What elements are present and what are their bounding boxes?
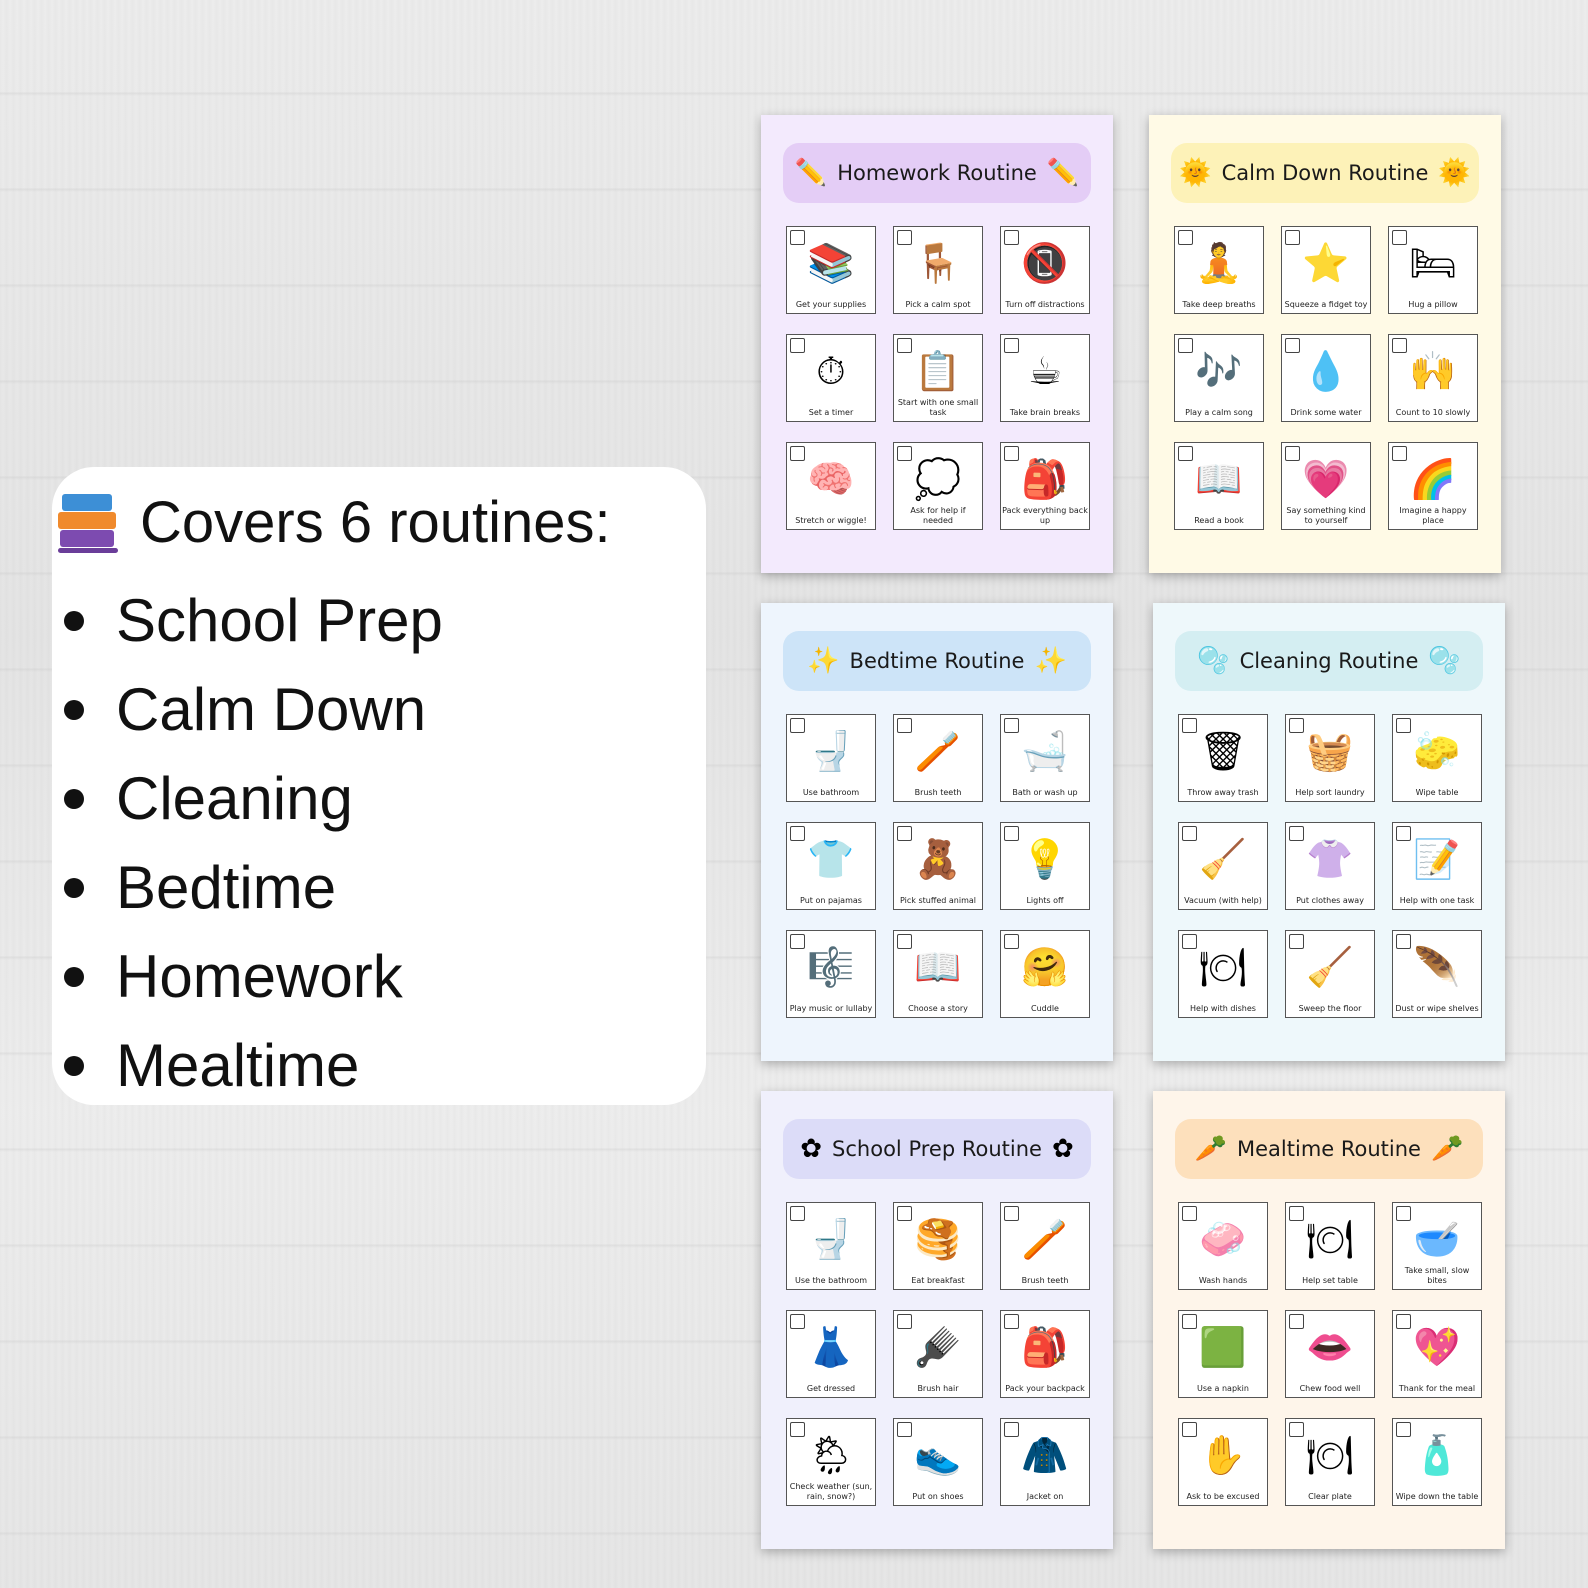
step-label: Wipe down the table: [1395, 1492, 1479, 1501]
step-label: Ask to be excused: [1186, 1492, 1260, 1501]
routine-step-tile: [786, 442, 876, 530]
card-header: [783, 631, 1091, 691]
routine-step-tile: [786, 226, 876, 314]
routine-grid: [786, 226, 1092, 530]
step-checkbox[interactable]: [1182, 1314, 1197, 1329]
routine-step-tile: [1178, 1202, 1268, 1290]
step-label: Sweep the floor: [1298, 1004, 1362, 1013]
step-checkbox[interactable]: [790, 1314, 805, 1329]
routine-step-tile: [1174, 442, 1264, 530]
bubbles-icon: 🫧: [1428, 646, 1461, 676]
books-icon: [58, 492, 120, 554]
sun-icon: 🌞: [1179, 158, 1212, 188]
fidget-star-icon: ⭐: [1302, 241, 1350, 285]
step-checkbox[interactable]: [1004, 826, 1019, 841]
routine-step-tile: [1000, 714, 1090, 802]
books-apple-icon: 📚: [807, 241, 855, 285]
routine-step-tile: [1178, 930, 1268, 1018]
calm-down-routine-card: [1149, 115, 1501, 573]
card-header: [1175, 631, 1483, 691]
pajamas-icon: 👕: [807, 837, 855, 881]
step-label: Lights off: [1026, 896, 1064, 905]
step-checkbox[interactable]: [1178, 446, 1193, 461]
spray-cleaning-icon: 🧴: [1413, 1433, 1461, 1477]
heart-hug-icon: 💗: [1302, 457, 1350, 501]
bullet-icon: [64, 700, 84, 720]
routine-list-item: Bedtime: [58, 843, 443, 932]
bullet-icon: [64, 878, 84, 898]
step-checkbox[interactable]: [1396, 718, 1411, 733]
routine-step-tile: [1281, 226, 1371, 314]
mouth-icon: 👄: [1306, 1325, 1354, 1369]
folded-clothes-icon: 👚: [1306, 837, 1354, 881]
routine-step-tile: [1285, 1418, 1375, 1506]
step-label: Bath or wash up: [1012, 788, 1078, 797]
step-checkbox[interactable]: [1396, 1422, 1411, 1437]
step-checkbox[interactable]: [1289, 934, 1304, 949]
stars-icon: ✨: [807, 646, 840, 676]
step-label: Get your supplies: [795, 300, 867, 309]
step-label: Help with dishes: [1190, 1004, 1256, 1013]
step-label: Brush teeth: [914, 788, 962, 797]
routine-list-item: Mealtime: [58, 1021, 443, 1110]
step-label: Choose a story: [908, 1004, 968, 1013]
routine-step-tile: [1285, 930, 1375, 1018]
step-label: Set a timer: [808, 408, 854, 417]
routine-step-tile: [893, 1310, 983, 1398]
homework-routine-card: [761, 115, 1113, 573]
raised-hand-icon: ✋: [1199, 1433, 1247, 1477]
card-title: Bedtime Routine: [849, 649, 1025, 673]
stacked-dishes-icon: 🍽: [1198, 945, 1248, 989]
flowers-icon: ✿: [800, 1134, 823, 1164]
routine-step-tile: [1178, 1418, 1268, 1506]
routine-step-tile: [1000, 334, 1090, 422]
step-label: Read a book: [1194, 516, 1244, 525]
step-label: Start with one small task: [897, 398, 979, 417]
routine-step-tile: [1285, 1310, 1375, 1398]
step-checkbox[interactable]: [1004, 1314, 1019, 1329]
routine-step-tile: [1174, 334, 1264, 422]
routine-step-tile: [1285, 822, 1375, 910]
step-checkbox[interactable]: [1004, 1206, 1019, 1221]
backpack-icon: 🎒: [1021, 1325, 1069, 1369]
step-label: Squeeze a fidget toy: [1284, 300, 1368, 309]
routine-step-tile: [1285, 1202, 1375, 1290]
routine-step-tile: [1392, 714, 1482, 802]
card-title: Homework Routine: [837, 161, 1037, 185]
step-checkbox[interactable]: [897, 1314, 912, 1329]
step-label: Imagine a happy place: [1399, 506, 1467, 525]
music-notes-icon: 🎶: [1195, 349, 1243, 393]
toothbrush-icon: 🪥: [914, 729, 962, 773]
routine-grid: [1174, 226, 1480, 530]
routine-step-tile: [1000, 1310, 1090, 1398]
card-title: Calm Down Routine: [1221, 161, 1429, 185]
bullet-icon: [64, 789, 84, 809]
step-checkbox[interactable]: [1392, 338, 1407, 353]
routine-list-item: School Prep: [58, 576, 443, 665]
routine-step-tile: [1178, 822, 1268, 910]
step-label: Turn off distractions: [1005, 300, 1085, 309]
carrying-plates-icon: 🍽: [1305, 1433, 1355, 1477]
pancakes-icon: 🥞: [914, 1217, 962, 1261]
step-checkbox[interactable]: [1182, 718, 1197, 733]
step-label: Ask for help if needed: [910, 506, 966, 525]
routine-step-tile: [1000, 1418, 1090, 1506]
step-label: Dust or wipe shelves: [1395, 1004, 1479, 1013]
carrot-icon: 🥕: [1194, 1134, 1228, 1164]
routine-step-tile: [786, 1202, 876, 1290]
card-title: Cleaning Routine: [1239, 649, 1419, 673]
routine-step-tile: [1178, 1310, 1268, 1398]
routine-step-tile: [1178, 714, 1268, 802]
step-label: Pack everything back up: [1002, 506, 1088, 525]
routine-list: [58, 576, 443, 1110]
step-checkbox[interactable]: [1396, 934, 1411, 949]
bullet-icon: [64, 611, 84, 631]
card-header: [1175, 1119, 1483, 1179]
step-checkbox[interactable]: [1289, 1206, 1304, 1221]
step-checkbox[interactable]: [1285, 230, 1300, 245]
step-label: Stretch or wiggle!: [795, 516, 867, 525]
step-checkbox[interactable]: [1004, 934, 1019, 949]
routine-grid: [786, 714, 1092, 1018]
uniform-icon: 👗: [807, 1325, 855, 1369]
step-checkbox[interactable]: [897, 826, 912, 841]
jacket-icon: 🧥: [1021, 1433, 1069, 1477]
storybook-icon: 📖: [914, 945, 962, 989]
step-label: Count to 10 slowly: [1395, 408, 1471, 417]
step-label: Play music or lullaby: [789, 1004, 873, 1013]
step-label: Pick a calm spot: [905, 300, 971, 309]
step-checkbox[interactable]: [1182, 826, 1197, 841]
step-checkbox[interactable]: [1178, 230, 1193, 245]
routine-step-tile: [1174, 226, 1264, 314]
step-label: Use bathroom: [802, 788, 860, 797]
routine-step-tile: [893, 226, 983, 314]
step-label: Wipe table: [1415, 788, 1459, 797]
counting-hands-icon: 🙌: [1409, 349, 1457, 393]
routine-step-tile: [893, 1202, 983, 1290]
step-label: Vacuum (with help): [1184, 896, 1262, 905]
step-label: Pack your backpack: [1005, 1384, 1085, 1393]
routine-step-tile: [786, 822, 876, 910]
routine-list-item: Homework: [58, 932, 443, 1021]
step-checkbox[interactable]: [790, 446, 805, 461]
step-checkbox[interactable]: [1289, 1422, 1304, 1437]
wiping-hands-icon: 🧽: [1413, 729, 1461, 773]
vacuum-icon: 🧹: [1199, 837, 1247, 881]
bullet-icon: [64, 967, 84, 987]
step-checkbox[interactable]: [897, 338, 912, 353]
reading-nook-icon: 🪑: [914, 241, 962, 285]
carrot-icon: 🥕: [1430, 1134, 1464, 1164]
routine-step-tile: [1000, 226, 1090, 314]
step-checkbox[interactable]: [1004, 230, 1019, 245]
bathtub-icon: 🛁: [1021, 729, 1069, 773]
routine-step-tile: [893, 822, 983, 910]
card-title: School Prep Routine: [832, 1137, 1042, 1161]
routine-step-tile: [893, 714, 983, 802]
water-drop-icon: 💧: [1302, 349, 1350, 393]
step-label: Use a napkin: [1197, 1384, 1249, 1393]
routine-step-tile: [1392, 1202, 1482, 1290]
step-checkbox[interactable]: [1392, 446, 1407, 461]
stretching-brain-icon: 🧠: [807, 457, 855, 501]
card-header: [1171, 143, 1479, 203]
step-label: Eat breakfast: [911, 1276, 965, 1285]
routine-step-tile: [1392, 930, 1482, 1018]
step-label: Thank for the meal: [1398, 1384, 1476, 1393]
routine-step-tile: [893, 334, 983, 422]
step-label: Jacket on: [1026, 1492, 1064, 1501]
step-label: Help sort laundry: [1295, 788, 1365, 797]
rainbow-sun-icon: 🌈: [1409, 457, 1457, 501]
step-label: Get dressed: [806, 1384, 856, 1393]
step-label: Pick stuffed animal: [900, 896, 976, 905]
step-checkbox[interactable]: [1004, 1422, 1019, 1437]
step-checkbox[interactable]: [790, 230, 805, 245]
thank-you-heart-icon: 💖: [1413, 1325, 1461, 1369]
step-label: Put on pajamas: [800, 896, 862, 905]
broom-icon: 🧹: [1306, 945, 1354, 989]
lullaby-notes-icon: 🎼: [807, 945, 855, 989]
pencil-icon: ✏️: [1046, 158, 1080, 188]
step-label: Hug a pillow: [1408, 300, 1458, 309]
muted-phone-icon: 📵: [1021, 241, 1069, 285]
trash-can-icon: 🗑: [1198, 729, 1248, 773]
routine-step-tile: [893, 1418, 983, 1506]
routine-step-tile: [786, 1418, 876, 1506]
covers-heading: [58, 488, 611, 558]
step-label: Wash hands: [1198, 1276, 1248, 1285]
checklist-icon: 📋: [914, 349, 962, 393]
step-checkbox[interactable]: [1182, 1206, 1197, 1221]
routine-step-tile: [786, 714, 876, 802]
weather-icon: 🌦: [806, 1433, 856, 1477]
step-checkbox[interactable]: [1289, 1314, 1304, 1329]
pencil-icon: ✏️: [794, 158, 828, 188]
step-checkbox[interactable]: [897, 718, 912, 733]
step-label: Take deep breaths: [1182, 300, 1256, 309]
bedtime-routine-card: [761, 603, 1113, 1061]
routine-step-tile: [1392, 822, 1482, 910]
routine-step-tile: [786, 1310, 876, 1398]
teddy-bear-icon: 🧸: [914, 837, 962, 881]
pillow-icon: 🛏: [1408, 241, 1458, 285]
covers-heading-text: Covers 6 routines:: [140, 490, 611, 555]
feather-duster-icon: 🪶: [1413, 945, 1461, 989]
step-checkbox[interactable]: [1182, 934, 1197, 949]
breathing-person-icon: 🧘: [1195, 241, 1243, 285]
step-checkbox[interactable]: [1396, 1206, 1411, 1221]
step-label: Help set table: [1302, 1276, 1358, 1285]
step-checkbox[interactable]: [790, 1422, 805, 1437]
step-checkbox[interactable]: [790, 934, 805, 949]
step-checkbox[interactable]: [790, 338, 805, 353]
bullet-icon: [64, 1056, 84, 1076]
routine-list-item: Calm Down: [58, 665, 443, 754]
routine-step-tile: [893, 930, 983, 1018]
routine-step-tile: [1281, 334, 1371, 422]
bubbles-icon: 🫧: [1197, 646, 1230, 676]
step-label: Play a calm song: [1185, 408, 1253, 417]
step-label: Clear plate: [1308, 1492, 1352, 1501]
routine-step-tile: [1000, 930, 1090, 1018]
routine-step-tile: [786, 930, 876, 1018]
step-label: Put on shoes: [912, 1492, 964, 1501]
step-checkbox[interactable]: [1178, 338, 1193, 353]
cleaning-routine-card: [1153, 603, 1505, 1061]
routine-list-item: Cleaning: [58, 754, 443, 843]
step-checkbox[interactable]: [897, 230, 912, 245]
step-checkbox[interactable]: [790, 826, 805, 841]
step-checkbox[interactable]: [1004, 718, 1019, 733]
step-label: Check weather (sun, rain, snow?): [789, 1482, 873, 1501]
routine-step-tile: [1388, 442, 1478, 530]
step-label: Say something kind to yourself: [1286, 506, 1366, 525]
step-checkbox[interactable]: [897, 1422, 912, 1437]
routine-step-tile: [1000, 822, 1090, 910]
card-header: [783, 1119, 1091, 1179]
brain-help-icon: 💭: [914, 457, 962, 501]
stars-icon: ✨: [1034, 646, 1067, 676]
task-clipboard-icon: 📝: [1413, 837, 1461, 881]
routine-step-tile: [893, 442, 983, 530]
step-checkbox[interactable]: [897, 934, 912, 949]
backpack-icon: 🎒: [1021, 457, 1069, 501]
routine-step-tile: [1285, 714, 1375, 802]
take-a-break-mug-icon: ☕: [1027, 349, 1063, 393]
step-checkbox[interactable]: [897, 1206, 912, 1221]
cuddle-blanket-icon: 🤗: [1021, 945, 1069, 989]
routine-step-tile: [1392, 1418, 1482, 1506]
lamp-icon: 💡: [1021, 837, 1069, 881]
step-label: Brush teeth: [1021, 1276, 1069, 1285]
step-label: Brush hair: [917, 1384, 959, 1393]
routine-grid: [1178, 1202, 1484, 1506]
card-title: Mealtime Routine: [1237, 1137, 1421, 1161]
step-checkbox[interactable]: [1004, 446, 1019, 461]
routine-step-tile: [1000, 442, 1090, 530]
routine-step-tile: [1281, 442, 1371, 530]
sink-toilet-icon: 🚽: [807, 729, 855, 773]
step-checkbox[interactable]: [1396, 826, 1411, 841]
plate-utensils-icon: 🍽: [1305, 1217, 1355, 1261]
step-checkbox[interactable]: [1182, 1422, 1197, 1437]
step-checkbox[interactable]: [1289, 718, 1304, 733]
laundry-basket-icon: 🧺: [1306, 729, 1354, 773]
stopwatch-icon: ⏱: [816, 349, 846, 393]
routine-step-tile: [786, 334, 876, 422]
step-label: Take brain breaks: [1009, 408, 1081, 417]
school-prep-routine-card: [761, 1091, 1113, 1549]
step-checkbox[interactable]: [1285, 338, 1300, 353]
step-label: Take small, slow bites: [1404, 1266, 1470, 1285]
routine-step-tile: [1388, 226, 1478, 314]
sneakers-icon: 👟: [914, 1433, 962, 1477]
toothbrush-icon: 🪥: [1021, 1217, 1069, 1261]
routine-grid: [786, 1202, 1092, 1506]
step-checkbox[interactable]: [1392, 230, 1407, 245]
step-checkbox[interactable]: [790, 718, 805, 733]
mealtime-routine-card: [1153, 1091, 1505, 1549]
step-checkbox[interactable]: [790, 1206, 805, 1221]
sink-toilet-icon: 🚽: [807, 1217, 855, 1261]
step-checkbox[interactable]: [1289, 826, 1304, 841]
bowl-icon: 🥣: [1413, 1217, 1461, 1261]
step-label: Put clothes away: [1296, 896, 1364, 905]
step-label: Use the bathroom: [794, 1276, 868, 1285]
routine-grid: [1178, 714, 1484, 1018]
step-label: Help with one task: [1399, 896, 1475, 905]
flowers-icon: ✿: [1051, 1134, 1074, 1164]
step-label: Chew food well: [1299, 1384, 1361, 1393]
step-checkbox[interactable]: [1396, 1314, 1411, 1329]
routine-step-tile: [1392, 1310, 1482, 1398]
routine-step-tile: [1388, 334, 1478, 422]
card-header: [783, 143, 1091, 203]
step-checkbox[interactable]: [1285, 446, 1300, 461]
step-checkbox[interactable]: [897, 446, 912, 461]
hairbrush-icon: 🪮: [914, 1325, 962, 1369]
napkin-icon: 🟩: [1199, 1325, 1247, 1369]
step-label: Cuddle: [1031, 1004, 1059, 1013]
sun-icon: 🌞: [1438, 158, 1471, 188]
washing-hands-icon: 🧼: [1199, 1217, 1247, 1261]
step-label: Throw away trash: [1187, 788, 1259, 797]
reading-brain-icon: 📖: [1195, 457, 1243, 501]
step-label: Drink some water: [1290, 408, 1362, 417]
routine-step-tile: [1000, 1202, 1090, 1290]
step-checkbox[interactable]: [1004, 338, 1019, 353]
